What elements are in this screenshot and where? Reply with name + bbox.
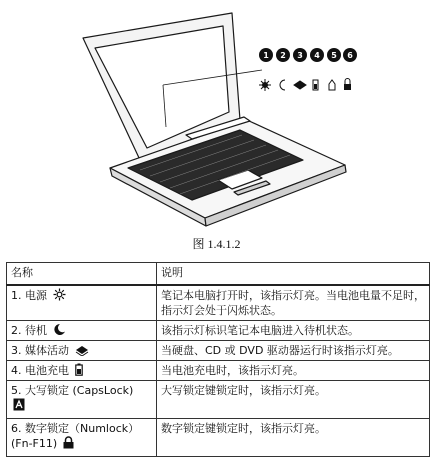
row-desc: 数字锁定键锁定时，该指示灯亮。 — [157, 419, 430, 457]
row-name: 5. 大写锁定 (CapsLock) — [11, 384, 134, 397]
svg-text:1: 1 — [263, 51, 269, 60]
power-sun-icon — [259, 79, 271, 91]
row-name: 1. 电源 — [11, 289, 47, 302]
callout-4 — [310, 48, 324, 62]
svg-text:2: 2 — [280, 51, 286, 60]
numlock-icon — [344, 79, 351, 91]
row-name: 2. 待机 — [11, 324, 47, 337]
row-name: 4. 电池充电 — [11, 364, 69, 377]
column-header-desc: 说明 — [157, 263, 430, 286]
row-name: 3. 媒体活动 — [11, 344, 69, 357]
row-name-cell — [7, 361, 157, 381]
table-row — [7, 419, 430, 457]
capslock-icon — [13, 398, 25, 411]
callout-2 — [276, 48, 290, 62]
battery-icon — [75, 363, 83, 376]
row-name-cell — [7, 321, 157, 341]
table-row — [7, 285, 430, 321]
capslock-icon — [329, 80, 335, 90]
row-desc: 该指示灯标识笔记本电脑进入待机状态。 — [157, 321, 430, 341]
row-name-cell — [7, 341, 157, 361]
svg-text:4: 4 — [314, 51, 320, 60]
table-row — [7, 361, 430, 381]
row-desc: 当硬盘、CD 或 DVD 驱动器运行时该指示灯亮。 — [157, 341, 430, 361]
power-sun-icon — [53, 288, 66, 301]
media-disk-icon — [294, 81, 306, 89]
callout-5 — [327, 48, 341, 62]
column-header-name: 名称 — [7, 263, 157, 286]
svg-text:5: 5 — [331, 51, 337, 60]
battery-icon — [313, 80, 318, 90]
row-name-cell — [7, 381, 157, 419]
indicator-table — [6, 262, 430, 457]
callout-3 — [293, 48, 307, 62]
table-row — [7, 381, 430, 419]
row-desc: 笔记本电脑打开时，该指示灯亮。当电池电量不足时，指示灯会处于闪烁状态。 — [157, 285, 430, 321]
standby-moon-icon — [53, 323, 66, 336]
numlock-icon — [63, 436, 74, 449]
callout-1 — [259, 48, 273, 62]
standby-moon-icon — [280, 80, 285, 90]
table-row — [7, 341, 430, 361]
row-name: 6. 数字锁定（Numlock）(Fn-F11) — [11, 422, 140, 450]
callout-6 — [343, 48, 357, 62]
row-name-cell — [7, 285, 157, 321]
row-desc: 当电池充电时，该指示灯亮。 — [157, 361, 430, 381]
svg-text:3: 3 — [297, 51, 303, 60]
figure-caption: 图 1.4.1.2 — [192, 237, 241, 251]
table-row — [7, 321, 430, 341]
table-header-row — [7, 263, 430, 286]
row-name-cell — [7, 419, 157, 457]
svg-text:6: 6 — [347, 51, 353, 60]
row-desc: 大写锁定键锁定时，该指示灯亮。 — [157, 381, 430, 419]
media-disk-icon — [75, 344, 89, 356]
